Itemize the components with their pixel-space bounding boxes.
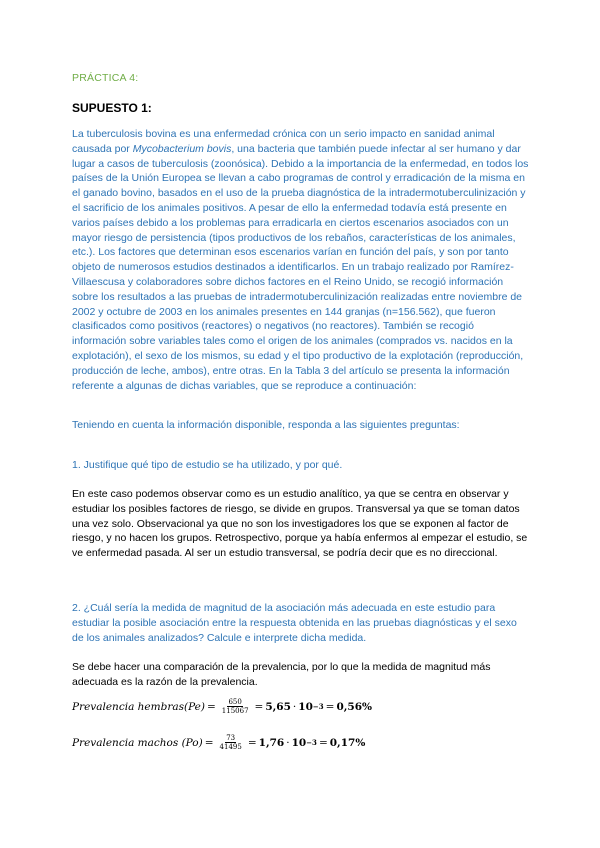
formula-lhs: Prevalencia machos (Po) xyxy=(72,736,203,749)
formula-result: 0,56% xyxy=(336,700,373,713)
formula-prevalence-males xyxy=(72,734,365,751)
coefficient: 1,76 xyxy=(258,736,285,749)
equals-sign: = xyxy=(254,700,264,713)
practice-title: PRÁCTICA 4: xyxy=(72,72,139,84)
formula-prevalence-females xyxy=(72,698,372,715)
equals-sign: = xyxy=(206,700,216,713)
species-name: Mycobacterium bovis xyxy=(132,142,232,155)
answer-1: En este caso podemos observar como es un estudio analítico, ya que se centra en observar y estudiar los posibles factores de riesgo, se divide en grupos. Transversal ya que se toman datos una vez solo. Observacional ya que no son los investigadores los que se exponen al factor de riesgo, y no hacen los grupos. Retrospectivo, porque ya había enfermos al empezar el estudio, se ve enfermedad pasada. Al ser un estudio transversal, se podría decir que es no direccional. xyxy=(72,488,528,560)
question-1: 1. Justifique qué tipo de estudio se ha utilizado, y por qué. xyxy=(72,459,343,471)
multiply-dot: · xyxy=(292,700,297,713)
power-base: 10 xyxy=(291,736,307,749)
question-2: 2. ¿Cuál sería la medida de magnitud de la asociación más adecuada en este estudio para estudiar la posible asociación entre la respuesta obtenida en las pruebas diagnósticas y el sexo de los animales analizados? Calcule e interprete dicha medida. xyxy=(72,602,517,644)
fraction-numerator: 73 xyxy=(226,734,236,742)
instructions-paragraph: Teniendo en cuenta la información disponible, responda a las siguientes preguntas: xyxy=(72,419,460,431)
formula-lhs: Prevalencia hembras(Pe) xyxy=(72,700,205,713)
fraction-numerator: 650 xyxy=(228,698,242,706)
intro-paragraph xyxy=(72,127,530,393)
fraction-denominator: 115067 xyxy=(221,707,249,715)
fraction-denominator: 41495 xyxy=(219,743,242,751)
power-base: 10 xyxy=(298,700,313,713)
intro-text-start: La tuberculosis bovina es una enfermedad crónica con un serio impacto en sanidad animal causada por xyxy=(72,128,495,155)
fraction xyxy=(219,734,243,751)
fraction xyxy=(221,698,250,715)
power-exponent: −3 xyxy=(312,702,324,711)
equals-sign: = xyxy=(318,736,328,749)
case-heading: SUPUESTO 1: xyxy=(72,101,152,115)
equals-sign: = xyxy=(325,700,335,713)
intro-text-rest: , una bacteria que también puede infectar al ser humano y dar lugar a casos de tuberculosis (zoonósica). Debido a la importancia de la enfermedad, en todos los países de la Unión Europea se llevan a cabo programas de control y erradicación de la misma en el ganado bovino, basados en el uso de la prueba diagnóstica de la intradermotuberculinización y el sacrificio de los animales positivos. A pesar de ello la enfermedad todavía está presente en varios países debido a los problemas para erradicarla en ciertos escenarios asociados con un mayor riesgo de persistencia (tipos productivos de los rebaños, características de los animales, etc.). Los factores que determinan esos escenarios varían en función del país, y son por tanto objeto de numerosos estudios destinados a identificarlos. En un trabajo realizado por Ramírez-Villaescusa y colaboradores sobre dichos factores en el Reino Unido, se recogió información sobre los resultados a las pruebas de intradermotuberculinización realizadas entre noviembre de 2002 y octubre de 2003 en los animales presentes en 144 granjas (n=156.562), que fueron clasificados como positivos (reactores) o negativos (no reactores). También se recogió información sobre variables tales como el origen de los animales (comprados vs. nacidos en la explotación), el sexo de los mismos, su edad y el tipo productivo de la explotación (reproducción, producción de leche, ambos), entre otras. En la Tabla 3 del artículo se presenta la información referente a algunas de dichas variables, que se reproduce a continuación: xyxy=(72,142,529,392)
multiply-dot: · xyxy=(286,736,290,749)
answer-2: Se debe hacer una comparación de la prevalencia, por lo que la medida de magnitud más adecuada es la razón de la prevalencia. xyxy=(72,661,491,688)
equals-sign: = xyxy=(204,736,214,749)
coefficient: 5,65 xyxy=(265,700,291,713)
power-exponent: −3 xyxy=(306,738,317,747)
formula-result: 0,17% xyxy=(329,736,366,749)
equals-sign: = xyxy=(247,736,257,749)
